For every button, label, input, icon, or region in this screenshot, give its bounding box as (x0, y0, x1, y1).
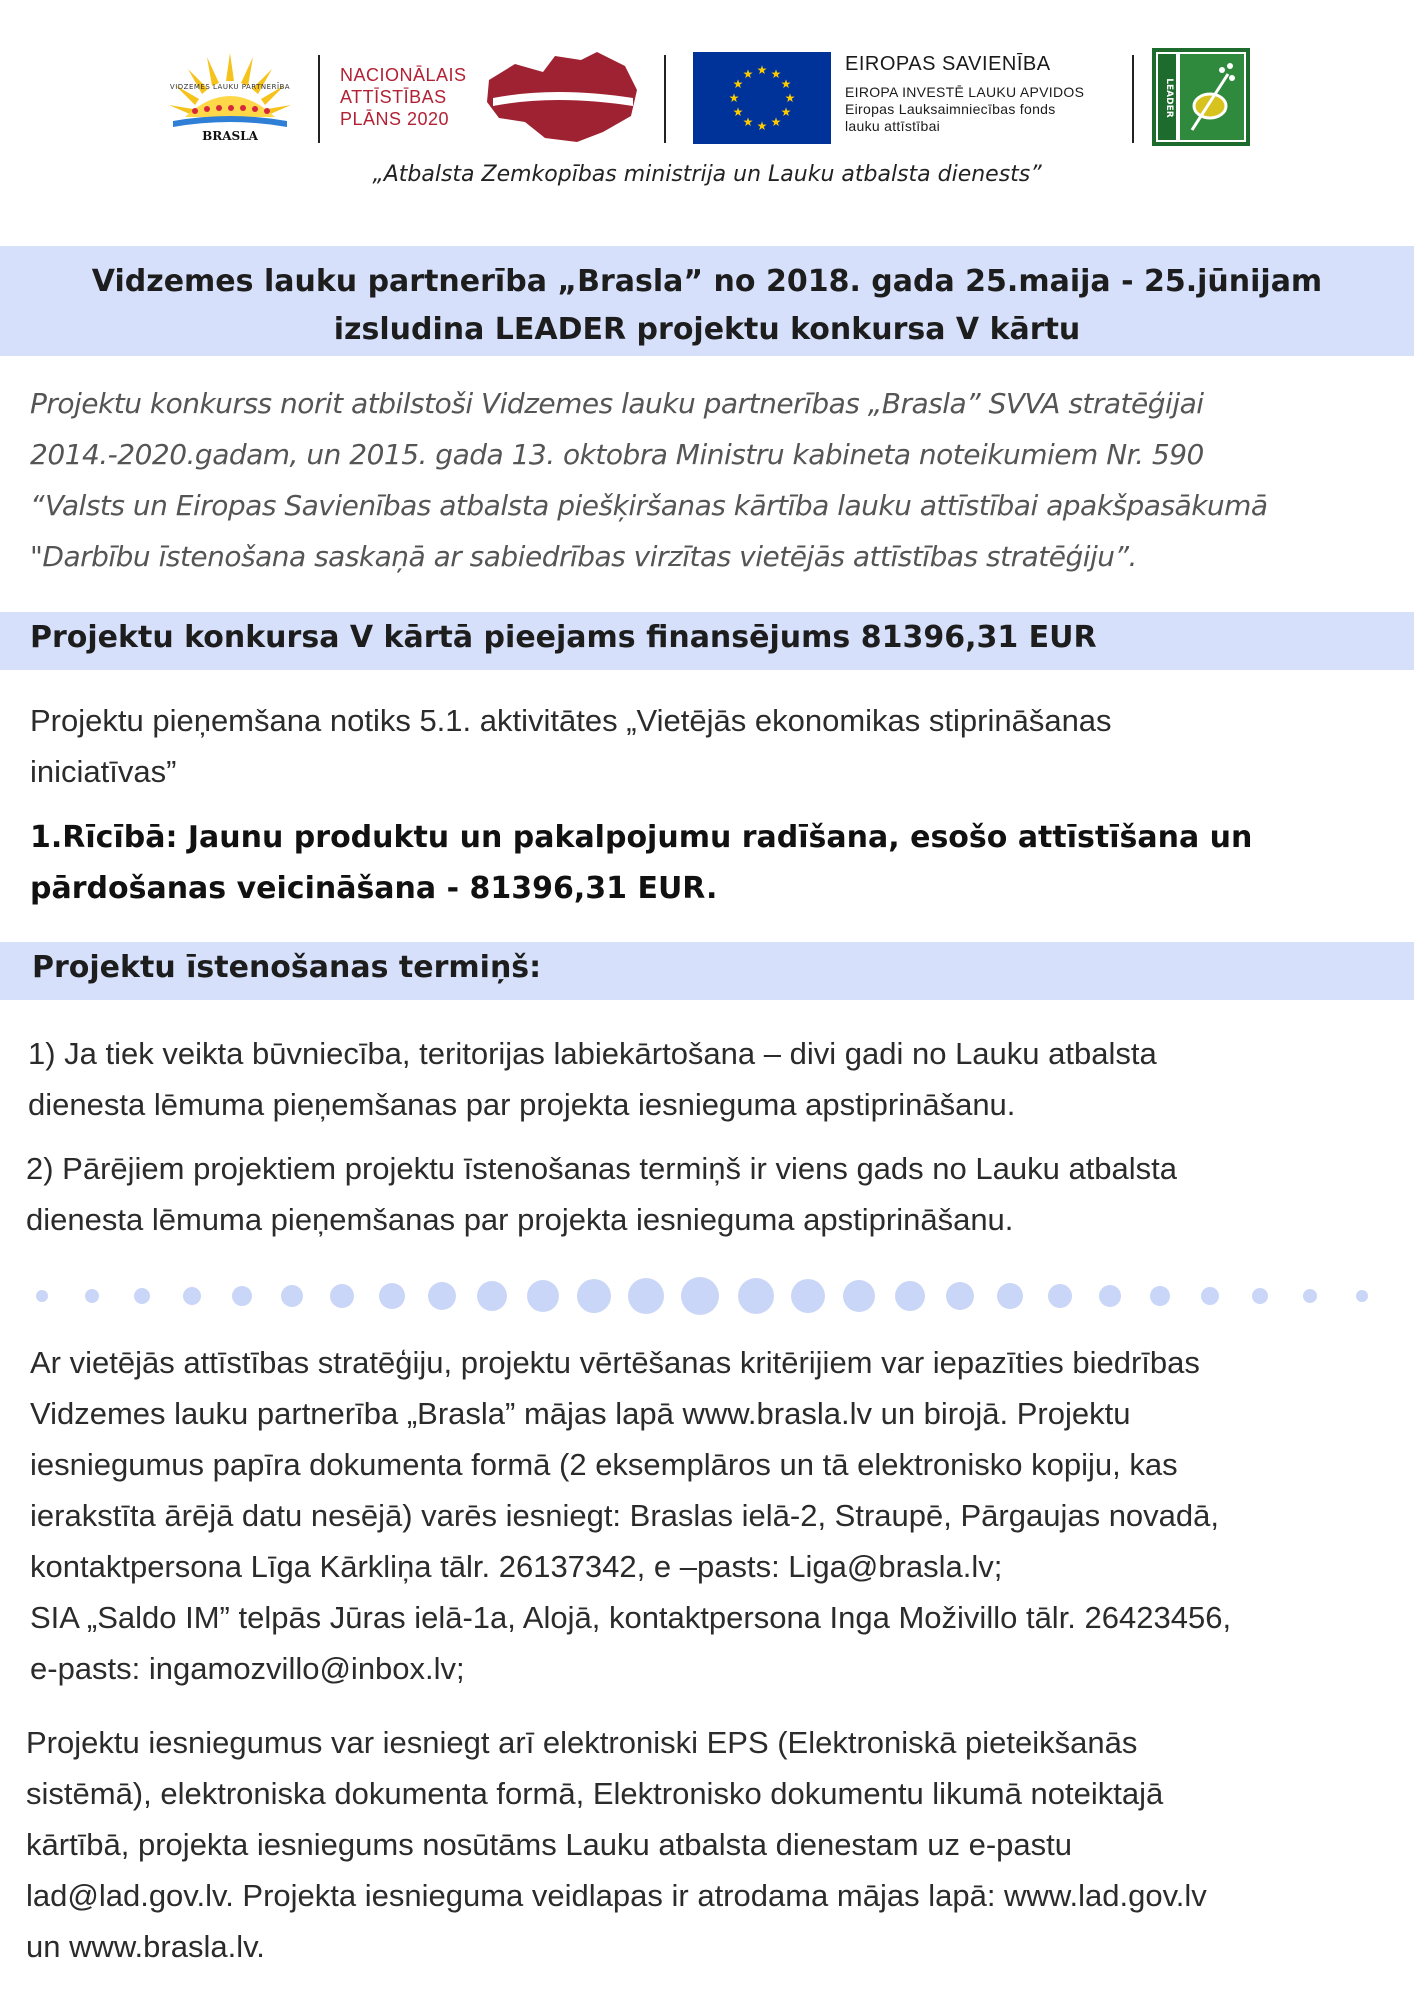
eu-line1: EIROPA INVESTĒ LAUKU APVIDOS (845, 84, 1085, 100)
svg-text:★: ★ (770, 67, 782, 81)
term-item-line: dienesta lēmuma pieņemšanas par projekta iesnieguma apstiprināšanu. (28, 1087, 1016, 1122)
contacts-line: kontaktpersona Līga Kārkliņa tālr. 26137342, e –pasts: Liga@brasla.lv; (30, 1549, 1003, 1584)
brasla-arc-text: VIDZEMES LAUKU PARTNERĪBA (169, 83, 291, 91)
action-statement (30, 812, 1252, 914)
contacts-line: Ar vietējās attīstības stratēģiju, projektu vērtēšanas kritērijiem var iepazīties biedrības (30, 1345, 1200, 1380)
term-item-line: 1) Ja tiek veikta būvniecība, teritorijas labiekārtošana – divi gadi no Lauku atbalsta (28, 1036, 1157, 1071)
contacts-paragraph (30, 1337, 1231, 1694)
title-line2: izsludina LEADER projektu konkursa V kārtu (333, 312, 1081, 347)
activity-line: Projektu pieņemšana notiks 5.1. aktivitātes „Vietējās ekonomikas stiprināšanas (30, 703, 1112, 738)
term-item-line: dienesta lēmuma pieņemšanas par projekta iesnieguma apstiprināšanu. (26, 1202, 1014, 1237)
svg-text:★: ★ (728, 91, 740, 105)
term-item-2 (26, 1143, 1177, 1245)
contacts-line: e-pasts: ingamozvillo@inbox.lv; (30, 1651, 465, 1686)
svg-text:★: ★ (732, 105, 744, 119)
intro-line: 2014.-2020.gadam, un 2015. gada 13. oktobra Ministru kabineta noteikumiem Nr. 590 (30, 438, 1204, 471)
leader-logo-icon (1152, 48, 1250, 146)
dotted-divider (0, 1266, 1414, 1326)
logo-divider (664, 55, 666, 143)
contacts-line: iesniegumus papīra dokumenta formā (2 eksemplāros un tā elektronisko kopiju, kas (30, 1447, 1178, 1482)
electronic-line: lad@lad.gov.lv. Projekta iesnieguma veidlapas ir atrodama mājas lapā: www.lad.gov.lv (26, 1878, 1207, 1913)
support-statement: „Atbalsta Zemkopības ministrija un Lauku atbalsta dienests” (372, 162, 1042, 187)
intro-line: “Valsts un Eiropas Savienības atbalsta piešķiršanas kārtība lauku attīstībai apakšpasākumā (30, 489, 1268, 522)
brasla-logo (155, 45, 305, 147)
nap-logo-text (340, 64, 480, 130)
contacts-line: Vidzemes lauku partnerība „Brasla” mājas lapā www.brasla.lv un birojā. Projektu (30, 1396, 1131, 1431)
electronic-line: sistēmā), elektroniska dokumenta formā, Elektronisko dokumentu likumā noteiktajā (26, 1776, 1164, 1811)
latvia-map-icon (485, 50, 640, 145)
logo-divider (1132, 55, 1134, 143)
brasla-name: BRASLA (202, 129, 258, 143)
electronic-line: kārtībā, projekta iesniegums nosūtāms Lauku atbalsta dienestam uz e-pastu (26, 1827, 1072, 1862)
contacts-line: ierakstīta ārējā datu nesējā) varēs iesniegt: Braslas ielā-2, Straupē, Pārgaujas novadā, (30, 1498, 1220, 1533)
page-title (0, 258, 1414, 354)
action-line: pārdošanas veicināšana - 81396,31 EUR. (30, 871, 718, 906)
nap-line2: ATTĪSTĪBAS (340, 87, 447, 107)
svg-text:★: ★ (742, 115, 754, 129)
intro-line: "Darbību īstenošana saskaņā ar sabiedrības virzītas vietējās attīstības stratēģiju”. (30, 540, 1137, 573)
svg-text:★: ★ (742, 67, 754, 81)
term-item-1 (28, 1028, 1157, 1130)
funding-heading: Projektu konkursa V kārtā pieejams finansējums 81396,31 EUR (30, 620, 1097, 655)
svg-text:★: ★ (756, 63, 768, 77)
eu-line3: lauku attīstībai (845, 118, 941, 134)
eu-title: EIROPAS SAVIENĪBA (845, 53, 1051, 75)
nap-line3: PLĀNS 2020 (340, 109, 450, 129)
svg-text:★: ★ (756, 119, 768, 133)
svg-text:★: ★ (780, 105, 792, 119)
intro-line: Projektu konkurss norit atbilstoši Vidzemes lauku partnerības „Brasla” SVVA stratēģijai (30, 387, 1204, 420)
action-line: 1.Rīcībā: Jaunu produktu un pakalpojumu radīšana, esošo attīstīšana un (30, 820, 1253, 855)
svg-text:★: ★ (732, 77, 744, 91)
nap-line1: NACIONĀLAIS (340, 65, 467, 85)
electronic-line: un www.brasla.lv. (26, 1929, 265, 1964)
eu-text (845, 52, 1125, 135)
eu-flag-icon (693, 52, 831, 144)
leader-label: LEADER (1164, 78, 1174, 118)
contacts-line: SIA „Saldo IM” telpās Jūras ielā-1a, Alojā, kontaktpersona Inga Moživillo tālr. 26423456, (30, 1600, 1232, 1635)
term-heading: Projektu īstenošanas termiņš: (32, 950, 542, 985)
electronic-line: Projektu iesniegumus var iesniegt arī elektroniski EPS (Elektroniskā pieteikšanās (26, 1725, 1138, 1760)
svg-text:★: ★ (770, 115, 782, 129)
electronic-paragraph (26, 1717, 1207, 1972)
svg-text:★: ★ (784, 91, 796, 105)
title-line1: Vidzemes lauku partnerība „Brasla” no 2018. gada 25.maija - 25.jūnijam (91, 264, 1323, 299)
svg-text:★: ★ (780, 77, 792, 91)
activity-line: iniciatīvas” (30, 754, 177, 789)
intro-paragraph (30, 378, 1400, 582)
logo-bar (0, 0, 1414, 187)
term-item-line: 2) Pārējiem projektiem projektu īstenošanas termiņš ir viens gads no Lauku atbalsta (26, 1151, 1178, 1186)
eu-line2: Eiropas Lauksaimniecības fonds (845, 101, 1056, 117)
logo-divider (318, 55, 320, 143)
activity-paragraph (30, 695, 1112, 797)
